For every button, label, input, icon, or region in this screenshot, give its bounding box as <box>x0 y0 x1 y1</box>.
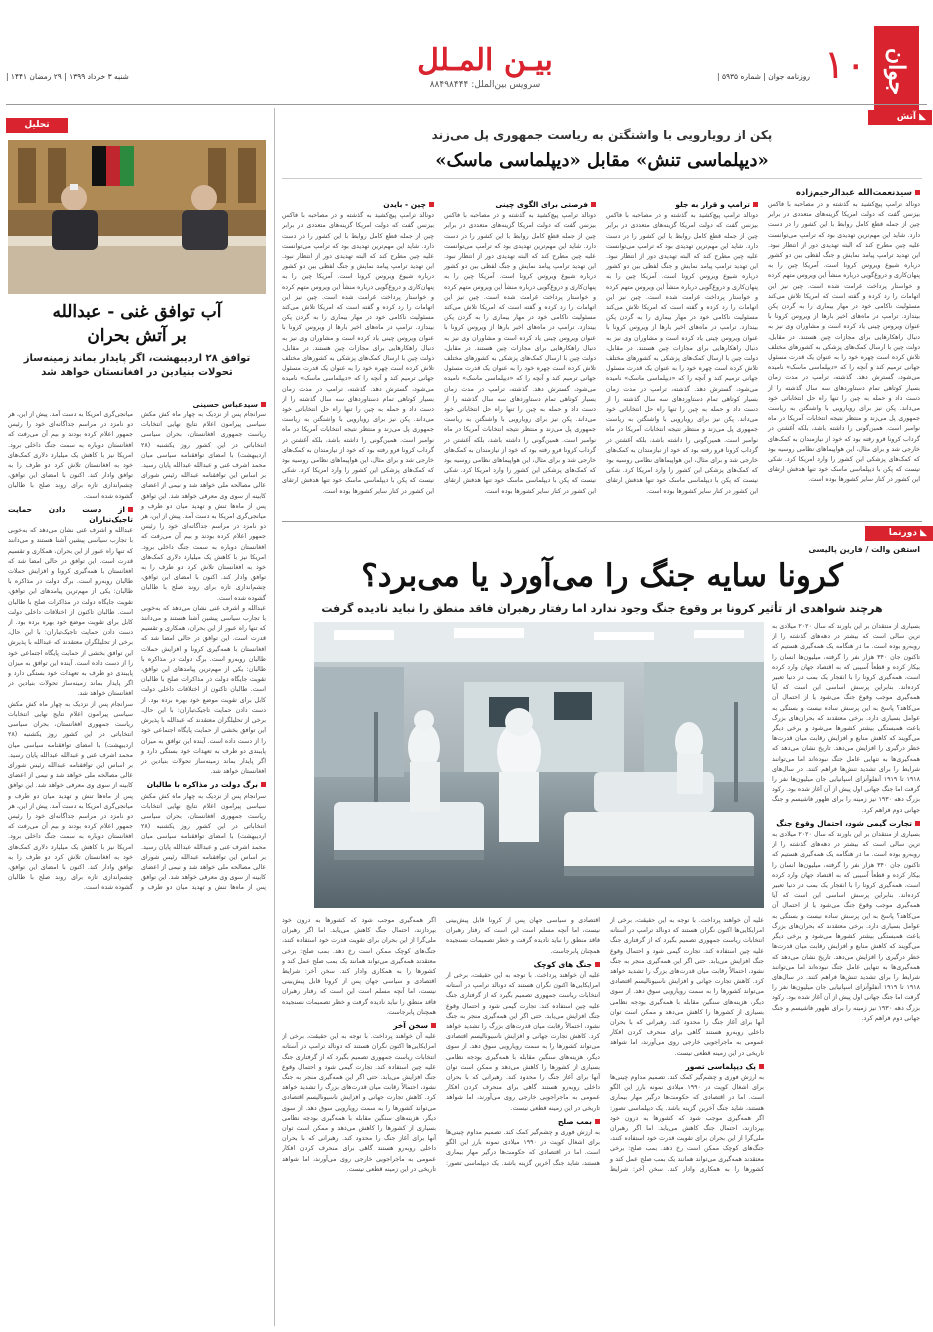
lead-headline: «دیپلماسی تنش» مقابل «دیپلماسی ماسک» <box>435 150 769 171</box>
arrow-icon: ◣ <box>915 112 926 122</box>
analysis-subhead: از دست دادن حمایت تاجیک‌تباران <box>8 504 133 525</box>
issue-line: روزنامه جوان | شماره ۵۹۳۵ | <box>717 72 810 81</box>
tag-analysis: تحلیل <box>6 118 68 133</box>
feature-text-mid-2: علیه آن خواهند پرداخت. با توجه به این حقیقت، برخی از امرایکایی‌ها اکنون نگران هستند که دونالد ترامپ در آستانه انتخابات ریاست جمهوری تصمیم بگیرد که از گرفتاری جنگ علیه چین استفاده کند. تجارت گیمی شود و احتمال وقوع جنگ افزایش می‌یابد. حتی اگر این همه‌گیری منجر به جنگ نشود، احتمالاً رقابت میان قدرت‌های بزرگ را تشدید خواهد کرد. کاهش تجارت جهانی و افزایش ناسیونالیسم اقتصادی می‌تواند کشورها را به سمت رویارویی سوق دهد. از سوی دیگر، هزینه‌های سنگین مقابله با همه‌گیری بودجه نظامی بسیاری از کشورها را کاهش می‌دهد و ممکن است توان آنها برای آغاز جنگ را محدود کند. رهبرانی که با بحران داخلی روبه‌رو هستند گاهی برای منحرف کردن افکار عمومی به ماجراجویی خارجی روی می‌آورند، اما شواهد تاریخی در این زمینه قطعی نیست. <box>446 972 600 1112</box>
page-number: ۱۰ <box>823 42 867 88</box>
feature-text-mid-3: علیه آن خواهند پرداخت. با توجه به این حقیقت، برخی از امرایکایی‌ها اکنون نگران هستند که دونالد ترامپ در آستانه انتخابات ریاست جمهوری تصمیم بگیرد که از گرفتاری جنگ علیه چین استفاده کند. تجارت گیمی شود و احتمال وقوع جنگ افزایش می‌یابد. حتی اگر این همه‌گیری منجر به جنگ نشود، احتمالاً رقابت میان قدرت‌های بزرگ را تشدید خواهد کرد. کاهش تجارت جهانی و افزایش ناسیونالیسم اقتصادی می‌تواند کشورها را به سمت رویارویی سوق دهد. از سوی دیگر، هزینه‌های سنگین مقابله با همه‌گیری بودجه نظامی بسیاری از کشورها را کاهش می‌دهد و ممکن است توان آنها برای آغاز جنگ را محدود کند. رهبرانی که با بحران داخلی روبه‌رو هستند گاهی برای منحرف کردن افکار عمومی به ماجراجویی خارجی روی می‌آورند، اما شواهد تاریخی در این زمینه قطعی نیست. <box>282 1033 436 1173</box>
analysis-text-b-2: عبدالله و اشرف غنی نشان می‌دهد که به‌خوبی با تجارب سیاسی پیشین آشنا هستند و می‌دانند که تنها راه عبور از این بحران، همکاری و تقسیم قدرت است. این توافق در حالی امضا شد که افغانستان با همه‌گیری کرونا و افزایش حملات طالبان روبه‌رو است. برگ دولت در مذاکره با طالبان: یکی از مهم‌ترین پیامدهای این توافق، تقویت جایگاه دولت در مذاکرات صلح با طالبان است. طالبان تاکنون از اختلافات داخلی دولت کابل برای تقویت موضع خود بهره برده بود. از دست دادن حمایت تاجیک‌تباران: با این حال، برخی از تحلیلگران معتقدند که عبدالله با پذیرش این توافق بخشی از حمایت پایگاه اجتماعی خود را از دست داده است. آینده این توافق به میزان پایبندی دو طرف به تعهدات خود بستگی دارد و اگر پایدار بماند زمینه‌ساز تحولات بنیادین در افغانستان خواهد شد. <box>8 527 133 698</box>
arrow-icon: ◣ <box>916 528 927 538</box>
feature-subhead: جنگ های کوچک <box>446 960 600 970</box>
feature-text-left-2: به ارزش فوری و چشم‌گیر کمک کند. تصمیم مداوم چینی‌ها برای اشغال کویت در ۱۹۹۰ میلادی نمونه بارز این الگو است. اما در اقتصادی که حکومت‌ها درگیر مهار بیماری هستند، شاید جنگ آخرین گزینه باشد. یک دیپلماسی تصور: اگر همه‌گیری موجب شود که کشورها به درون خود بپردازند، احتمال جنگ کاهش می‌یابد. اما اگر رهبران ملی‌گرا از این بحران برای تقویت قدرت خود استفاده کنند، جنگ‌های کوچک ممکن است رخ دهد. بمب صلح: برخی معتقدند همه‌گیری می‌تواند همانند یک بمب صلح عمل کند و کشورها را به همکاری وادار کند. سخن آخر: شرایط اقتصادی و سیاسی جهان پس از کرونا قابل پیش‌بینی نیست، اما آنچه مسلم است این است که رفتار رهبران فاقد منطق را نباید نادیده گرفت و خطر تصمیمات نسنجیده همچنان پابرجاست. <box>282 917 600 1167</box>
lead-subhead: ترامپ و قرار به جلو <box>606 200 758 210</box>
lead-body-text-2: دونالد ترامپ پیچ‌کشید به گذشته و در مصاحبه با فاکس بیزنس گفت که دولت امریکا گزینه‌های متعددی در برابر چین از جمله قطع کامل روابط با این کشور را در دست دارد. شاید این مهم‌ترین تهدیدی بود که ترامپ می‌توانست علیه چین مطرح کند که البته تهدیدی دور از انتظار نبود. این تهدید ترامپ پیامد نمایش و جنگ لفظی بین دو کشور درباره شیوع ویروس کرونا است. آمریکا چین را به پنهان‌کاری و دروغ‌گویی درباره منشأ این ویروس متهم کرده و خواستار پرداخت غرامت شده است. چین نیز این اتهامات را رد کرده و گفته است که امریکا تلاش می‌کند مسئولیت ناکامی خود در مهار بیماری را به گردن پکن بیندازد. ترامپ در ماه‌های اخیر بارها از ویروس کرونا با عنوان ویروس چینی یاد کرده است و مشاوران وی نیز به دنبال راهکارهایی برای مجازات چین هستند. در مقابل، دولت چین با ارسال کمک‌های پزشکی به کشورهای مختلف تلاش کرده است چهره خود را به عنوان یک قدرت مسئول جهانی ترمیم کند و آنچه را که «دیپلماسی ماسک» نامیده می‌شود، گسترش دهد. گذشته، ترامپ در مدت زمان بسیار کوتاهی تمام دستاوردهای سه سال گذشته را از دست داد و حمله به چین را تنها راه حل انتخاباتی خود می‌داند. پکن نیز برای رویارویی با واشنگتن به ریاست جمهوری پل می‌زند و منتظر نتیجه انتخابات آمریکا در ماه نوامبر است. همین‌گونی را داشته باشد، بلکه آغشتن در گرداب کرونا فرو رفته بود که خود از نیازمندان به کمک‌های خارجی شد و برای مثال، این هواپیماهای نظامی روسیه بود که کمک‌های پزشکی این کشور را وارد امریکا کرد. شکی نیست که پکن با دیپلماسی ماسک خود تنها هدفش ارتقای این کشور در کنار سایر کشورها بوده است. <box>606 212 758 495</box>
feature-subhead: تجارت گیمی شود، احتمال وقوع جنگ <box>772 819 920 829</box>
lead-byline: سید‌نعمت‌الله عبدالرحیم‌زاده <box>680 188 920 198</box>
hospital-photo <box>314 622 764 908</box>
feature-text-right-2: بسیاری از منتقدان بر این باورند که سال ۲۰۲۰ میلادی به ترین سالی است که بیشتر در دهه‌های گذشته را از روبه‌رو بوده است. ما در هنگامه یک همه‌گیری هستیم که تاکنون جان ۳۴۰ هزار نفر را گرفته، میلیون‌ها انسان را بیکار کرده و قطعاً آسیبی که به اقتصاد جهان وارد کرده است، همه‌گیری کرونا را با انفجار یک بمب در دنیا تعبیر کرده‌اند. بنابراین پرسش اساسی این است که آیا همه‌گیری موجب وقوع جنگ می‌شود یا از احتمال آن می‌کاهد؟ پاسخ به این پرسش ساده نیست و بستگی به عوامل بسیاری دارد. برخی معتقدند که بحران‌های بزرگ باعث همبستگی بیشتر کشورها می‌شود و برخی دیگر می‌گویند که کاهش منابع و افزایش رقابت میان قدرت‌ها خطر درگیری را افزایش می‌دهد. تاریخ نشان می‌دهد که همه‌گیری‌ها به تنهایی عامل جنگ نبوده‌اند اما می‌توانند شرایط را برای تشدید تنش‌ها فراهم کنند. در سال‌های ۱۹۱۸ تا ۱۹۱۹ آنفلوآنزای اسپانیایی جان میلیون‌ها نفر را گرفت اما جنگ جهانی اول پیش از آن آغاز شده بود. رکود بزرگ دهه ۱۹۳۰ نیز زمینه را برای ظهور فاشیسم و جنگ جهانی دوم فراهم کرد. <box>772 831 920 1022</box>
feature-subtitle: هرچند شواهدی از تأثیر کرونا بر وقوع جنگ وجود ندارد اما رفتار رهبران فاقد منطق را نباید نادیده گرفت <box>321 602 883 615</box>
column-divider <box>274 108 275 1326</box>
feature-subhead: سخن آخر <box>282 1021 436 1031</box>
lead-body-text-4: دونالد ترامپ پیچ‌کشید به گذشته و در مصاحبه با فاکس بیزنس گفت که دولت امریکا گزینه‌های متعددی در برابر چین از جمله قطع کامل روابط با این کشور را در دست دارد. شاید این مهم‌ترین تهدیدی بود که ترامپ می‌توانست علیه چین مطرح کند که البته تهدیدی دور از انتظار نبود. این تهدید ترامپ پیامد نمایش و جنگ لفظی بین دو کشور درباره شیوع ویروس کرونا است. آمریکا چین را به پنهان‌کاری و دروغ‌گویی درباره منشأ این ویروس متهم کرده و خواستار پرداخت غرامت شده است. چین نیز این اتهامات را رد کرده و گفته است که امریکا تلاش می‌کند مسئولیت ناکامی خود در مهار بیماری را به گردن پکن بیندازد. ترامپ در ماه‌های اخیر بارها از ویروس کرونا با عنوان ویروس چینی یاد کرده است و مشاوران وی نیز به دنبال راهکارهایی برای مجازات چین هستند. در مقابل، دولت چین با ارسال کمک‌های پزشکی به کشورهای مختلف تلاش کرده است چهره خود را به عنوان یک قدرت مسئول جهانی ترمیم کند و آنچه را که «دیپلماسی ماسک» نامیده می‌شود، گسترش دهد. گذشته، ترامپ در مدت زمان بسیار کوتاهی تمام دستاوردهای سه سال گذشته را از دست داد و حمله به چین را تنها راه حل انتخاباتی خود می‌داند. پکن نیز برای رویارویی با واشنگتن به ریاست جمهوری پل می‌زند و منتظر نتیجه انتخابات آمریکا در ماه نوامبر است. همین‌گونی را داشته باشد، بلکه آغشتن در گرداب کرونا فرو رفته بود که خود از نیازمندان به کمک‌های خارجی شد و برای مثال، این هواپیماهای نظامی روسیه بود که کمک‌های پزشکی این کشور را وارد امریکا کرد. شکی نیست که پکن با دیپلماسی ماسک خود تنها هدفش ارتقای این کشور در کنار سایر کشورها بوده است. <box>282 212 434 495</box>
feature-subhead: یک دیپلماسی تصور <box>610 1062 764 1072</box>
feature-text-right: بسیاری از منتقدان بر این باورند که سال ۲۰۲۰ میلادی به ترین سالی است که بیشتر در دهه‌های گذشته را از روبه‌رو بوده است. ما در هنگامه یک همه‌گیری هستیم که تاکنون جان ۳۴۰ هزار نفر را گرفته، میلیون‌ها انسان را بیکار کرده و قطعاً آسیبی که به اقتصاد جهان وارد کرده است، همه‌گیری کرونا را با انفجار یک بمب در دنیا تعبیر کرده‌اند. بنابراین پرسش اساسی این است که آیا همه‌گیری موجب وقوع جنگ می‌شود یا از احتمال آن می‌کاهد؟ پاسخ به این پرسش ساده نیست و بستگی به عوامل بسیاری دارد. برخی معتقدند که بحران‌های بزرگ باعث همبستگی بیشتر کشورها می‌شود و برخی دیگر می‌گویند که کاهش منابع و افزایش رقابت میان قدرت‌ها خطر درگیری را افزایش می‌دهد. تاریخ نشان می‌دهد که همه‌گیری‌ها به تنهایی عامل جنگ نبوده‌اند اما می‌توانند شرایط را برای تشدید تنش‌ها فراهم کنند. در سال‌های ۱۹۱۸ تا ۱۹۱۹ آنفلوآنزای اسپانیایی جان میلیون‌ها نفر را گرفت اما جنگ جهانی اول پیش از آن آغاز شده بود. رکود بزرگ دهه ۱۹۳۰ نیز زمینه را برای ظهور فاشیسم و جنگ جهانی دوم فراهم کرد. <box>772 623 920 814</box>
feature-headline: کرونا سایه جنگ را می‌آورد یا می‌برد؟ <box>361 558 843 594</box>
lead-body-text: دونالد ترامپ پیچ‌کشید به گذشته و در مصاحبه با فاکس بیزنس گفت که دولت امریکا گزینه‌های متعددی در برابر چین از جمله قطع کامل روابط با این کشور را در دست دارد. شاید این مهم‌ترین تهدیدی بود که ترامپ می‌توانست علیه چین مطرح کند که البته تهدیدی دور از انتظار نبود. این تهدید ترامپ پیامد نمایش و جنگ لفظی بین دو کشور درباره شیوع ویروس کرونا است. آمریکا چین را به پنهان‌کاری و دروغ‌گویی درباره منشأ این ویروس متهم کرده و خواستار پرداخت غرامت شده است. چین نیز این اتهامات را رد کرده و گفته است که امریکا تلاش می‌کند مسئولیت ناکامی خود در مهار بیماری را به گردن پکن بیندازد. ترامپ در ماه‌های اخیر بارها از ویروس کرونا با عنوان ویروس چینی یاد کرده است و مشاوران وی نیز به دنبال راهکارهایی برای مجازات چین هستند. در مقابل، دولت چین با ارسال کمک‌های پزشکی به کشورهای مختلف تلاش کرده است چهره خود را به عنوان یک قدرت مسئول جهانی ترمیم کند و آنچه را که «دیپلماسی ماسک» نامیده می‌شود، گسترش دهد. گذشته، ترامپ در مدت زمان بسیار کوتاهی تمام دستاوردهای سه سال گذشته را از دست داد و حمله به چین را تنها راه حل انتخاباتی خود می‌داند. پکن نیز برای رویارویی با واشنگتن به ریاست جمهوری پل می‌زند و منتظر نتیجه انتخابات آمریکا در ماه نوامبر است. همین‌گونی را داشته باشد، بلکه آغشتن در گرداب کرونا فرو رفته بود که خود از نیازمندان به کمک‌های خارجی شد و برای مثال، این هواپیماهای نظامی روسیه بود که کمک‌های پزشکی این کشور را وارد امریکا کرد. شکی نیست که پکن با دیپلماسی ماسک خود تنها هدفش ارتقای این کشور در کنار سایر کشورها بوده است. <box>768 201 920 484</box>
rule <box>282 521 922 522</box>
section-masthead: بیـن المـلل <box>417 43 553 78</box>
feature-text-mid: علیه آن خواهند پرداخت. با توجه به این حقیقت، برخی از امرایکایی‌ها اکنون نگران هستند که دونالد ترامپ در آستانه انتخابات ریاست جمهوری تصمیم بگیرد که از گرفتاری جنگ علیه چین استفاده کند. تجارت گیمی شود و احتمال وقوع جنگ افزایش می‌یابد. حتی اگر این همه‌گیری منجر به جنگ نشود، احتمالاً رقابت میان قدرت‌های بزرگ را تشدید خواهد کرد. کاهش تجارت جهانی و افزایش ناسیونالیسم اقتصادی می‌تواند کشورها را به سمت رویارویی سوق دهد. از سوی دیگر، هزینه‌های سنگین مقابله با همه‌گیری بودجه نظامی بسیاری از کشورها را کاهش می‌دهد و ممکن است توان آنها برای آغاز جنگ را محدود کند. رهبرانی که با بحران داخلی روبه‌رو هستند گاهی برای منحرف کردن افکار عمومی به ماجراجویی خارجی روی می‌آورند، اما شواهد تاریخی در این زمینه قطعی نیست. <box>610 917 764 1057</box>
analysis-body <box>8 410 266 1324</box>
analysis-text-a-2: سرانجام پس از نزدیک به چهار ماه کش مکش سیاسی پیرامون اعلام نتایج نهایی انتخابات ریاست جمهوری افغانستان، بحران سیاسی انتخاباتی در این کشور روز یکشنبه (۲۸ اردیبهشت) با امضای توافقنامه سیاسی میان محمد اشرف غنی و عبدالله عبدالله پایان رسید. بر اساس این توافقنامه عبدالله رئیس شورای عالی مصالحه ملی خواهد شد و نیمی از اعضای کابینه از سوی وی معرفی خواهد شد. این توافق پس از ماه‌ها تنش و تهدید میان دو طرف و میانجی‌گری امریکا به دست آمد. پیش از این، هر دو نامزد در مراسم جداگانه‌ای خود را رئیس جمهور اعلام کرده بودند و بیم آن می‌رفت که افغانستان دوباره به سمت جنگ داخلی برود. امریکا نیز با کاهش یک میلیارد دلاری کمک‌های خود به افغانستان تلاش کرد دو طرف را به توافق وادار کند. اکنون با امضای این توافق، چشم‌اندازی تازه برای روند صلح با طالبان گشوده شده است. <box>8 411 266 892</box>
lead-body <box>282 200 920 518</box>
tag-hot <box>868 110 932 125</box>
tag-hot-label: آتش <box>896 112 916 122</box>
analysis-text-a-3: سرانجام پس از نزدیک به چهار ماه کش مکش سیاسی پیرامون اعلام نتایج نهایی انتخابات ریاست جمهوری افغانستان، بحران سیاسی انتخاباتی در این کشور روز یکشنبه (۲۸ اردیبهشت) با امضای توافقنامه سیاسی میان محمد اشرف غنی و عبدالله عبدالله پایان رسید. بر اساس این توافقنامه عبدالله رئیس شورای عالی مصالحه ملی خواهد شد و نیمی از اعضای کابینه از سوی وی معرفی خواهد شد. این توافق پس از ماه‌ها تنش و تهدید میان دو طرف و میانجی‌گری امریکا به دست آمد. پیش از این، هر دو نامزد در مراسم جداگانه‌ای خود را رئیس جمهور اعلام کرده بودند و بیم آن می‌رفت که افغانستان دوباره به سمت جنگ داخلی برود. امریکا نیز با کاهش یک میلیارد دلاری کمک‌های خود به افغانستان تلاش کرد دو طرف را به توافق وادار کند. اکنون با امضای این توافق، چشم‌اندازی تازه برای روند صلح با طالبان گشوده شده است. <box>8 700 133 892</box>
feature-subhead: بمب صلح <box>446 1117 600 1127</box>
rule <box>282 178 922 179</box>
tag-dorenma <box>865 526 933 541</box>
lead-body-text-3: دونالد ترامپ پیچ‌کشید به گذشته و در مصاحبه با فاکس بیزنس گفت که دولت امریکا گزینه‌های متعددی در برابر چین از جمله قطع کامل روابط با این کشور را در دست دارد. شاید این مهم‌ترین تهدیدی بود که ترامپ می‌توانست علیه چین مطرح کند که البته تهدیدی دور از انتظار نبود. این تهدید ترامپ پیامد نمایش و جنگ لفظی بین دو کشور درباره شیوع ویروس کرونا است. آمریکا چین را به پنهان‌کاری و دروغ‌گویی درباره منشأ این ویروس متهم کرده و خواستار پرداخت غرامت شده است. چین نیز این اتهامات را رد کرده و گفته است که امریکا تلاش می‌کند مسئولیت ناکامی خود در مهار بیماری را به گردن پکن بیندازد. ترامپ در ماه‌های اخیر بارها از ویروس کرونا با عنوان ویروس چینی یاد کرده است و مشاوران وی نیز به دنبال راهکارهایی برای مجازات چین هستند. در مقابل، دولت چین با ارسال کمک‌های پزشکی به کشورهای مختلف تلاش کرده است چهره خود را به عنوان یک قدرت مسئول جهانی ترمیم کند و آنچه را که «دیپلماسی ماسک» نامیده می‌شود، گسترش دهد. گذشته، ترامپ در مدت زمان بسیار کوتاهی تمام دستاوردهای سه سال گذشته را از دست داد و حمله به چین را تنها راه حل انتخاباتی خود می‌داند. پکن نیز برای رویارویی با واشنگتن به ریاست جمهوری پل می‌زند و منتظر نتیجه انتخابات آمریکا در ماه نوامبر است. همین‌گونی را داشته باشد، بلکه آغشتن در گرداب کرونا فرو رفته بود که خود از نیازمندان به کمک‌های خارجی شد و برای مثال، این هواپیماهای نظامی روسیه بود که کمک‌های پزشکی این کشور را وارد امریکا کرد. شکی نیست که پکن با دیپلماسی ماسک خود تنها هدفش ارتقای این کشور در کنار سایر کشورها بوده است. <box>444 212 596 495</box>
analysis-headline-line2: بر آتش بحران <box>87 326 187 346</box>
analysis-headline <box>8 300 266 348</box>
feature-body-right <box>772 622 920 1322</box>
tag-dorenma-label: دورنما <box>888 528 917 538</box>
analysis-byline: سیدعباس حسینی <box>140 400 266 409</box>
feature-text-left: به ارزش فوری و چشم‌گیر کمک کند. تصمیم مداوم چینی‌ها برای اشغال کویت در ۱۹۹۰ میلادی نمونه بارز این الگو است. اما در اقتصادی که حکومت‌ها درگیر مهار بیماری هستند، شاید جنگ آخرین گزینه باشد. یک دیپلماسی تصور: اگر همه‌گیری موجب شود که کشورها به درون خود بپردازند، احتمال جنگ کاهش می‌یابد. اما اگر رهبران ملی‌گرا از این بحران برای تقویت قدرت خود استفاده کنند، جنگ‌های کوچک ممکن است رخ دهد. بمب صلح: برخی معتقدند همه‌گیری می‌تواند همانند یک بمب صلح عمل کند و کشورها را به همکاری وادار کند. سخن آخر: شرایط اقتصادی و سیاسی جهان پس از کرونا قابل پیش‌بینی نیست، اما آنچه مسلم است این است که رفتار رهبران فاقد منطق را نباید نادیده گرفت و خطر تصمیمات نسنجیده همچنان پابرجاست. <box>446 917 764 1173</box>
date-line: شنبه ۳ خرداد ۱۳۹۹ | ۲۹ رمضان ۱۴۴۱ | <box>6 72 129 81</box>
analysis-headline-line1: آب توافق غنی - عبدالله <box>52 302 222 322</box>
analysis-subtitle: توافق ۲۸ اردیبهشت، اگر پایدار بماند زمینه‌ساز تحولات بنیادین در افغانستان خواهد شد <box>23 353 251 378</box>
feature-kicker: استفن والت / فارین پالیسی <box>808 545 920 554</box>
analysis-subhead: برگ دولت در مذاکره با طالبان <box>141 780 266 790</box>
lead-kicker: پکن از رویارویی با واشنگتن به ریاست جمهوری پل می‌زند <box>431 128 773 142</box>
brand-logo: جوان <box>874 26 919 118</box>
analysis-text-b: عبدالله و اشرف غنی نشان می‌دهد که به‌خوبی با تجارب سیاسی پیشین آشنا هستند و می‌دانند که تنها راه عبور از این بحران، همکاری و تقسیم قدرت است. این توافق در حالی امضا شد که افغانستان با همه‌گیری کرونا و افزایش حملات طالبان روبه‌رو است. برگ دولت در مذاکره با طالبان: یکی از مهم‌ترین پیامدهای این توافق، تقویت جایگاه دولت در مذاکرات صلح با طالبان است. طالبان تاکنون از اختلافات داخلی دولت کابل برای تقویت موضع خود بهره برده بود. از دست دادن حمایت تاجیک‌تباران: با این حال، برخی از تحلیلگران معتقدند که عبدالله با پذیرش این توافق بخشی از حمایت پایگاه اجتماعی خود را از دست داده است. آینده این توافق به میزان پایبندی دو طرف به تعهدات خود بستگی دارد و اگر پایدار بماند زمینه‌ساز تحولات بنیادین در افغانستان خواهد شد. <box>141 604 266 776</box>
feature-body-bottom <box>282 916 764 1324</box>
lead-subhead: چین - بایدن <box>282 200 434 210</box>
bullet-icon <box>915 190 920 195</box>
afghan-photo <box>8 140 266 294</box>
header-rule <box>6 104 927 105</box>
service-line: سرویس بین‌الملل: ۸۸۴۹۸۴۴۴ <box>429 80 541 90</box>
lead-subhead: فرصتی برای الگوی چینی <box>444 200 596 210</box>
analysis-text-a: سرانجام پس از نزدیک به چهار ماه کش مکش سیاسی پیرامون اعلام نتایج نهایی انتخابات ریاست جمهوری افغانستان، بحران سیاسی انتخاباتی در این کشور روز یکشنبه (۲۸ اردیبهشت) با امضای توافقنامه سیاسی میان محمد اشرف غنی و عبدالله عبدالله پایان رسید. بر اساس این توافقنامه عبدالله رئیس شورای عالی مصالحه ملی خواهد شد و نیمی از اعضای کابینه از سوی وی معرفی خواهد شد. این توافق پس از ماه‌ها تنش و تهدید میان دو طرف و میانجی‌گری امریکا به دست آمد. پیش از این، هر دو نامزد در مراسم جداگانه‌ای خود را رئیس جمهور اعلام کرده بودند و بیم آن می‌رفت که افغانستان دوباره به سمت جنگ داخلی برود. امریکا نیز با کاهش یک میلیارد دلاری کمک‌های خود به افغانستان تلاش کرد دو طرف را به توافق وادار کند. اکنون با امضای این توافق، چشم‌اندازی تازه برای روند صلح با طالبان گشوده شده است. <box>141 411 266 602</box>
